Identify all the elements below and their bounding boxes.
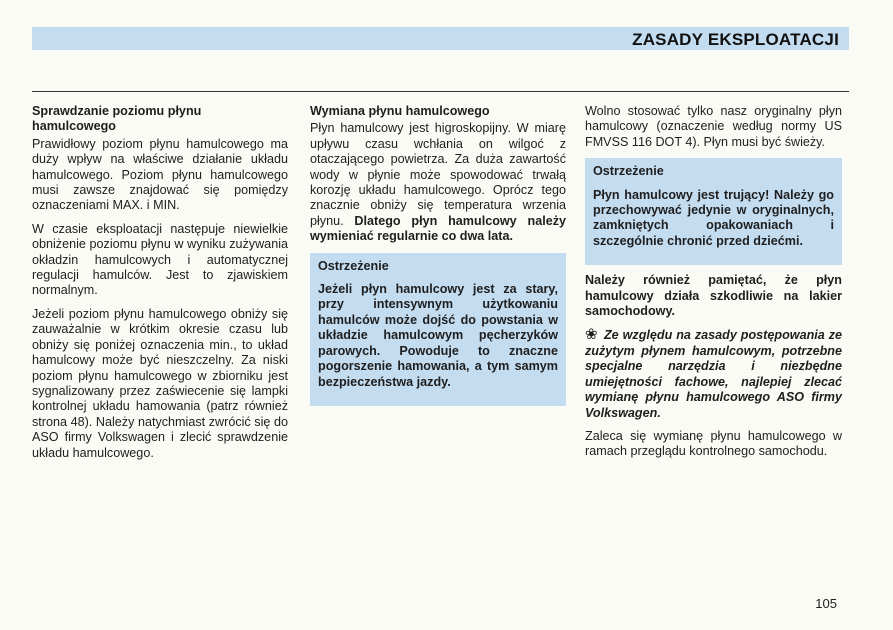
paragraph-text: Płyn hamulcowy jest higroskopijny. W miarę upływu czasu wchłania on wilgoć z otaczającego powietrza. Za duża zawartość wody w płynie może spowodować trwałą korozję układu hamulcowego. Oprócz tego znacznie obniży się temperatura wrzenia płynu. bbox=[310, 121, 566, 228]
column-1 bbox=[32, 104, 288, 469]
paragraph: Należy również pamiętać, że płyn hamulcowy działa szkodliwie na lakier samochodowy. bbox=[585, 273, 842, 319]
paragraph: Wolno stosować tylko nasz oryginalny płyn hamulcowy (oznaczenie według normy US FMVSS 116 DOT 4). Płyn musi być świeży. bbox=[585, 104, 842, 149]
header-divider bbox=[32, 91, 849, 92]
paragraph-emphasis: Dlatego płyn hamulcowy należy wymieniać regularnie co dwa lata. bbox=[310, 213, 566, 244]
page-number: 105 bbox=[815, 596, 837, 611]
paragraph: W czasie eksploatacji następuje niewielkie obniżenie poziomu płynu w wyniku zużywania okładzin hamulcowych i automatycznej regulacji hamulców. Jest to zjawiskiem normalnym. bbox=[32, 221, 288, 298]
warning-box bbox=[310, 253, 566, 406]
paragraph: Jeżeli poziom płynu hamulcowego obniży się zauważalnie w krótkim okresie czasu lub obniży się poniżej oznaczenia min., to układ hamulcowy może być nieszczelny. Za niski poziom płynu hamulcowego w zbiorniku jest sygnalizowany przez zaświecenie się lampki kontrolnej układu hamowania (patrz również strona 48). Należy natychmiast zwrócić się do ASO firmy Volkswagen i zlecić sprawdzenie układu hamulcowego. bbox=[32, 306, 288, 460]
paragraph bbox=[310, 121, 566, 244]
column-3 bbox=[585, 104, 842, 468]
section-heading-check-level: Sprawdzanie poziomu płynu hamulcowego bbox=[32, 104, 202, 134]
header-bar bbox=[32, 27, 849, 50]
column-2 bbox=[310, 104, 566, 414]
warning-title: Ostrzeżenie bbox=[593, 164, 664, 179]
environment-note bbox=[585, 327, 842, 420]
section-heading-replace-fluid: Wymiana płynu hamulcowego bbox=[310, 104, 490, 118]
paragraph: Prawidłowy poziom płynu hamulcowego ma duży wpływ na właściwe działanie układu hamulcowego. Poziom płynu hamulcowego musi zawsze znajdować się pomiędzy oznaczeniami MAX. i MIN. bbox=[32, 136, 288, 213]
warning-title: Ostrzeżenie bbox=[318, 258, 389, 273]
warning-box bbox=[585, 158, 842, 265]
page-title: ZASADY EKSPLOATACJI bbox=[632, 30, 839, 49]
paragraph: Zaleca się wymianę płynu hamulcowego w ramach przeglądu kontrolnego samochodu. bbox=[585, 428, 842, 459]
warning-text: Płyn hamulcowy jest trujący! Należy go przechowywać jedynie w oryginalnych, zamkniętych opakowaniach i szczególnie chronić przed dziećmi. bbox=[593, 187, 834, 248]
warning-text: Jeżeli płyn hamulcowy jest za stary, przy intensywnym użytkowaniu hamulców może dojść do powstania w układzie hamulcowym pęcherzyków parowych. Powoduje to znaczne pogorszenie hamowania, a tym samym bezpieczeństwa jazdy. bbox=[318, 282, 558, 389]
environment-icon: ❀ bbox=[585, 326, 599, 344]
note-text: Ze względu na zasady postępowania ze zużytym płynem hamulcowym, potrzebne specjalne narzędzia i niezbędne umiejętności fachowe, najlepiej zlecać wymianę płynu hamulcowego ASO firmy Volkswagen. bbox=[585, 328, 843, 420]
